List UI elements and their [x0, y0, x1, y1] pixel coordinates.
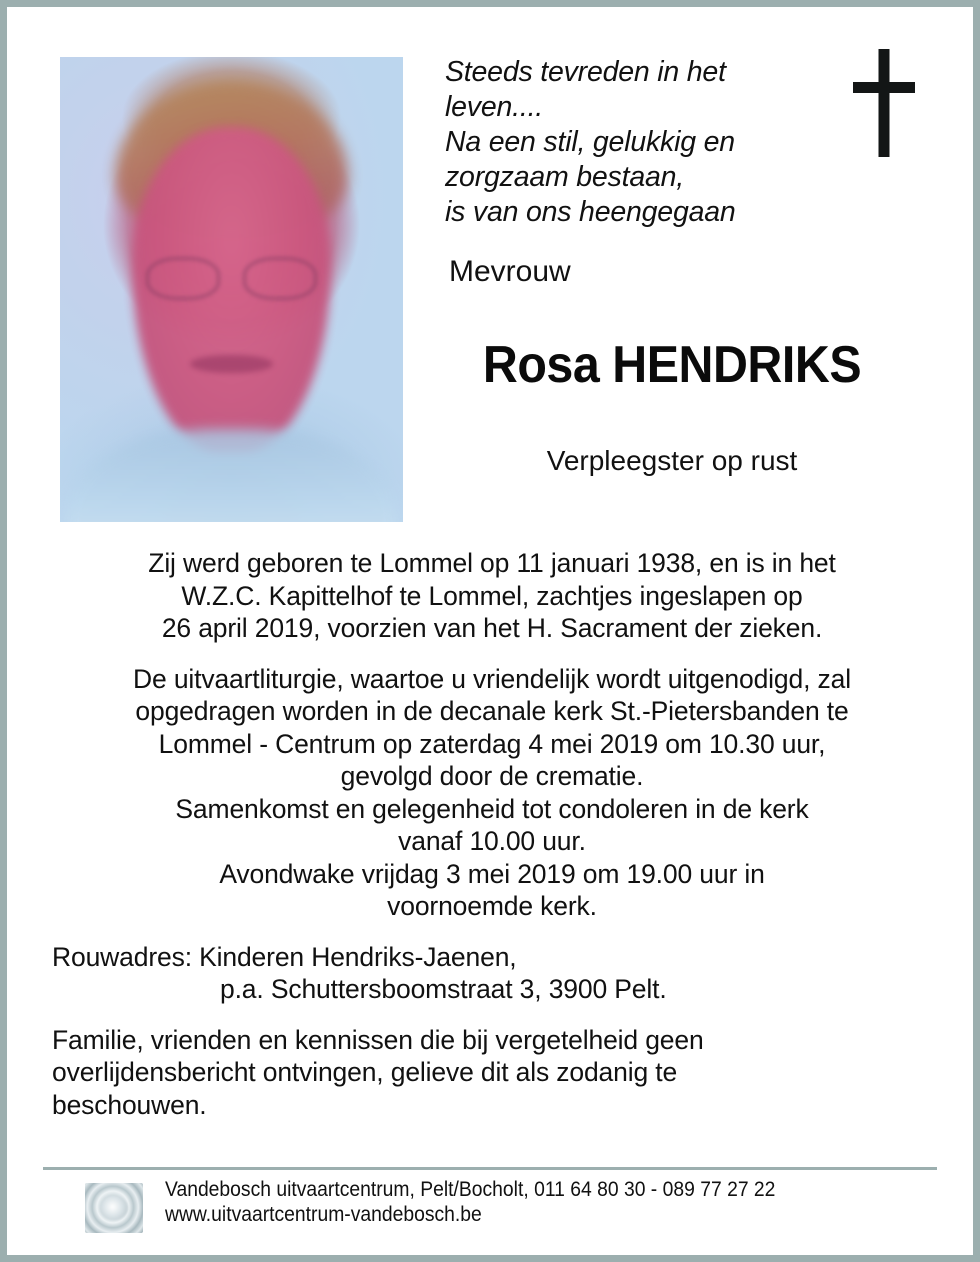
service-line: Samenkomst en gelegenheid tot condoleren in de kerk: [175, 793, 809, 824]
birth-death-line: Zij werd geboren te Lommel op 11 januari 1938, en is in het: [148, 548, 836, 578]
mourning-address-street: p.a. Schuttersboomstraat 3, 3900 Pelt.: [220, 974, 667, 1004]
footer-divider: [43, 1167, 937, 1170]
card-header: [7, 7, 973, 477]
service-paragraph: [52, 663, 932, 923]
service-line: Avondwake vrijdag 3 mei 2019 om 19.00 uur in: [219, 858, 765, 889]
poem-line: Steeds tevreden in het: [445, 56, 726, 88]
service-line: vanaf 10.00 uur.: [398, 826, 586, 856]
poem-line: is van ons heengegaan: [445, 196, 736, 228]
spacer: [52, 645, 932, 663]
notice-paragraph: [52, 1024, 932, 1122]
card-footer: [7, 1167, 973, 1237]
poem-line: zorgzaam bestaan,: [445, 161, 684, 193]
cross-vertical-bar: [879, 49, 890, 157]
poem-line: Na een stil, gelukkig en: [445, 126, 735, 158]
portrait-shoulders: [67, 429, 396, 522]
spacer: [52, 923, 932, 941]
mourning-address: [52, 941, 932, 1006]
service-line: gevolgd door de crematie.: [340, 761, 644, 791]
service-line: opgedragen worden in de decanale kerk St.-Pietersbanden te: [135, 696, 849, 726]
deceased-name: Rosa HENDRIKS: [482, 336, 862, 394]
memorial-poem: [445, 55, 865, 230]
birth-death-line: W.Z.C. Kapittelhof te Lommel, zachtjes ingeslapen op: [181, 580, 803, 611]
mourning-address-label: Rouwadres: Kinderen Hendriks-Jaenen,: [52, 941, 517, 972]
birth-death-line: 26 april 2019, voorzien van het H. Sacrament der zieken.: [161, 613, 823, 643]
notice-line: Familie, vrienden en kennissen die bij vergetelheid geen: [52, 1024, 704, 1055]
spacer: [52, 1006, 932, 1024]
profession: Verpleegster op rust: [546, 445, 798, 476]
service-line: voornoemde kerk.: [387, 891, 597, 921]
notice-line: beschouwen.: [52, 1089, 207, 1120]
funeral-home-website: www.uitvaartcentrum-vandebosch.be: [165, 1203, 482, 1226]
portrait-glasses: [146, 257, 318, 294]
service-line: Lommel - Centrum op zaterdag 4 mei 2019 om 10.30 uur,: [158, 728, 826, 759]
portrait-photo: [60, 57, 403, 522]
notice-line: overlijdensbericht ontvingen, gelieve dit als zodanig te: [52, 1057, 678, 1087]
funeral-home-details: [165, 1177, 775, 1227]
mourning-address-line: [52, 973, 932, 1006]
birth-death-paragraph: [52, 547, 932, 645]
service-line: De uitvaartliturgie, waartoe u vriendelijk wordt uitgenodigd, zal: [133, 663, 851, 694]
portrait-mouth: [190, 355, 272, 374]
funeral-home-contact: Vandebosch uitvaartcentrum, Pelt/Bocholt, 011 64 80 30 - 089 77 27 22: [165, 1178, 776, 1201]
rose-icon: [85, 1183, 143, 1233]
poem-line: leven....: [445, 91, 544, 123]
card-body: [52, 547, 932, 1121]
salutation: Mevrouw: [449, 255, 571, 288]
